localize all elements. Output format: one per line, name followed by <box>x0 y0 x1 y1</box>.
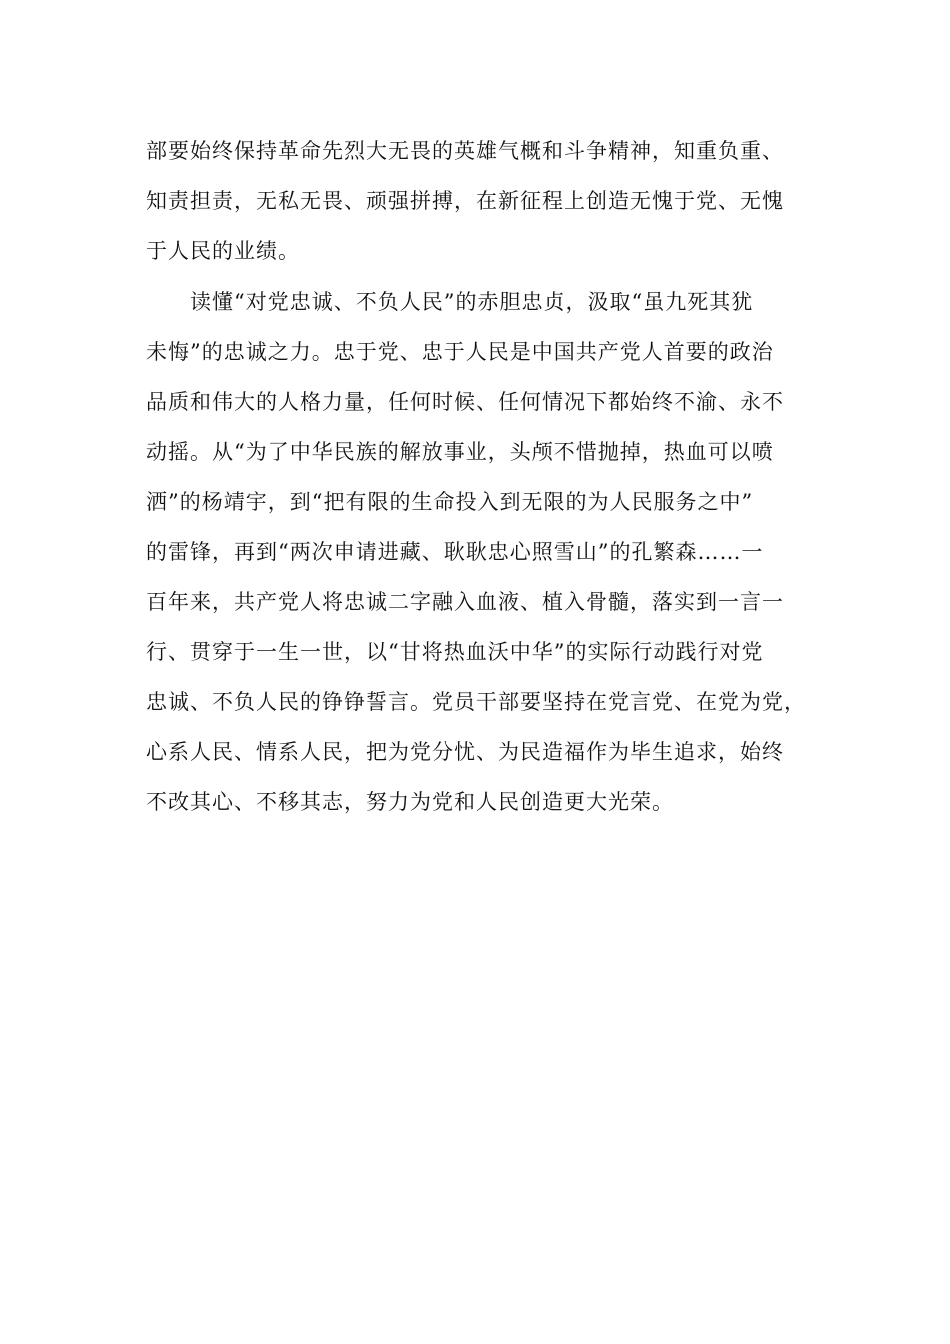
text-line: 忠诚、不负人民的铮铮誓言。党员干部要坚持在党言党、在党为党， <box>146 690 806 714</box>
text-line: 动摇。从“为了中华民族的解放事业，头颅不惜抛掉，热血可以喷 <box>146 440 774 464</box>
text-line: 部要始终保持革命先烈大无畏的英雄气概和斗争精神，知重负重、 <box>146 139 784 163</box>
text-line: 行、贯穿于一生一世，以“甘将热血沃中华”的实际行动践行对党 <box>146 640 764 664</box>
text-line: 于人民的业绩。 <box>146 239 300 263</box>
text-line: 百年来，共产党人将忠诚二字融入血液、植入骨髓，落实到一言一 <box>146 590 784 614</box>
text-line: 的雷锋，再到“两次申请进藏、耿耿忠心照雪山”的孔繁森……一 <box>146 540 764 564</box>
text-line: 品质和伟大的人格力量，任何时候、任何情况下都始终不渝、永不 <box>146 390 784 414</box>
text-line: 读懂“对党忠诚、不负人民”的赤胆忠贞，汲取“虽九死其犹 <box>190 290 754 314</box>
text-line: 心系人民、情系人民，把为党分忧、为民造福作为毕生追求，始终 <box>146 740 784 764</box>
text-line: 洒”的杨靖宇，到“把有限的生命投入到无限的为人民服务之中” <box>146 490 754 514</box>
text-line: 不改其心、不移其志，努力为党和人民创造更大光荣。 <box>146 790 674 814</box>
text-line: 知责担责，无私无畏、顽强拼搏，在新征程上创造无愧于党、无愧 <box>146 189 784 213</box>
text-line: 未悔”的忠诚之力。忠于党、忠于人民是中国共产党人首要的政治 <box>146 340 774 364</box>
